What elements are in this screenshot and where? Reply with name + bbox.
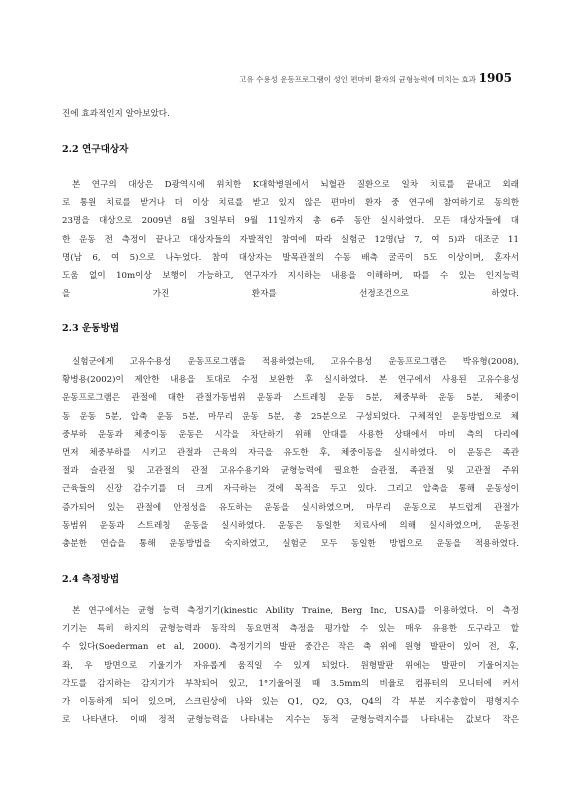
paragraph-line: 을 가진 환자를 선정조건으로 하였다.	[62, 289, 519, 300]
paragraph-line: 증가되어 있는 관절에 안정성을 유도하는 운동을 실시하였으며, 마무리 운동으로 부드럽게 관절가	[62, 502, 519, 513]
paragraph-line: 먼저 체중부하를 시키고 관절과 근육의 자극을 유도한 후, 체중이동을 실시하였다. 이 운동은 족관	[62, 448, 519, 459]
paragraph-line: 각도를 감지하는 감지기가 부착되어 있고, 1°기울어질 때 3.5mm의 비율로 컴퓨터의 모니터에 커서	[62, 678, 519, 689]
paragraph-line: 운동프로그램은 관절에 대한 관절가동범위 운동과 스트레칭 운동 5분, 체중부하 운동 5분, 체중이	[62, 393, 519, 404]
running-title: 고유 수용성 운동프로그램이 성인 편마비 환자의 균형능력에 미치는 효과	[239, 75, 476, 84]
section-heading-2-2: 2.2 연구대상자	[62, 144, 129, 155]
paragraph-line: 황병용(2002)이 제안한 내용을 토대로 수정 보완한 후 실시하였다. 본 연구에서 사용된 고유수용성	[62, 375, 519, 386]
section-heading-2-4: 2.4 측정방법	[62, 574, 120, 585]
paragraph-line: 수 있다(Soederman et al, 2000). 측정기기의 발판 중간은 작은 축 위에 원형 발판이 있어 전, 후,	[62, 642, 519, 653]
paragraph-line: 충분한 연습을 통해 운동방법을 숙지하였고, 실험군 모두 동일한 방법으로 운동을 적용하였다.	[62, 539, 519, 550]
paragraph-line: 기기는 특히 하지의 균형능력과 동작의 동요면적 측정을 평가할 수 있는 매우 유용한 도구라고 할	[62, 624, 519, 635]
paragraph-line: 본 연구에서는 균형 능력 측정기기(kinestic Ability Traine, Berg Inc, USA)를 이용하였다. 이 측정	[72, 606, 519, 616]
paragraph-line: 한 운동 전 측정이 끝나고 대상자들의 자발적인 참여에 따라 실험군 12명(남 7, 여 5)과 대조군 11	[62, 234, 519, 245]
section-heading-2-3: 2.3 운동방법	[62, 323, 120, 334]
carry-over-line: 진에 효과적인지 알아보았다.	[62, 109, 170, 119]
section-2-2-paragraph	[62, 176, 519, 303]
paragraph-line: 명(남 6, 여 5)으로 나누었다. 참여 대상자는 발목관절의 수동 배측 굴곡이 5도 이상이며, 혼자서	[62, 252, 519, 263]
paragraph-line: 좌, 우 방면으로 기울기가 자유롭게 움직일 수 있게 되었다. 원형발판 위에는 발판이 기울어지는	[62, 660, 519, 671]
section-2-4-paragraph	[62, 602, 519, 729]
section-2-3-paragraph	[62, 353, 519, 553]
paragraph-line: 본 연구의 대상은 D광역시에 위치한 K대학병원에서 뇌혈관 질환으로 일차 치료를 끝내고 외래	[72, 180, 519, 190]
paragraph-line: 로 나타낸다. 이때 정적 균형능력을 나타내는 지수는 동적 균형능력지수를 나타내는 값보다 작은	[62, 715, 519, 726]
paragraph-line: 절과 슬관절 및 고관절의 관절 고유수용기와 균형능력에 필요한 슬관절, 족관절 및 고관절 주위	[62, 466, 519, 477]
page-number: 1905	[478, 71, 512, 85]
paragraph-line: 근육들의 신장 감수기를 더 크게 자극하는 것에 목적을 두고 있다. 그리고 압축을 통해 운동성이	[62, 484, 519, 495]
paragraph-line: 로 통원 치료를 받거나 더 이상 치료를 받고 있지 않은 편마비 환자 중 연구에 참여하기로 동의한	[62, 198, 519, 209]
paragraph-line: 실험군에게 고유수용성 운동프로그램을 적용하였는데, 고유수용성 운동프로그램은 박유형(2008),	[72, 357, 519, 367]
paragraph-line: 도움 없이 10m이상 보행이 가능하고, 연구자가 지시하는 내용을 이해하며, 따를 수 있는 인지능력	[62, 271, 519, 282]
paragraph-line: 23명을 대상으로 2009년 8월 3일부터 9월 11일까지 총 6주 동안 실시하였다. 모든 대상자들에 대	[62, 216, 519, 227]
paragraph-line: 동범위 운동과 스트레칭 운동을 실시하였다. 운동은 동일한 치료사에 의해 실시하였으며, 운동전	[62, 520, 519, 531]
paragraph-line: 중부하 운동과 체중이동 운동은 시각을 차단하기 위해 안대를 사용한 상태에서 마비 측의 다리에	[62, 429, 519, 440]
paragraph-line: 동 운동 5분, 압축 운동 5분, 마무리 운동 5분, 총 25분으로 구성되었다. 구체적인 운동방법으로 체	[62, 411, 519, 422]
paragraph-line: 가 이동하게 되어 있으며, 스크린상에 나와 있는 Q1, Q2, Q3, Q4의 각 부분 지수총합이 평형지수	[62, 697, 519, 708]
running-header	[0, 73, 568, 87]
